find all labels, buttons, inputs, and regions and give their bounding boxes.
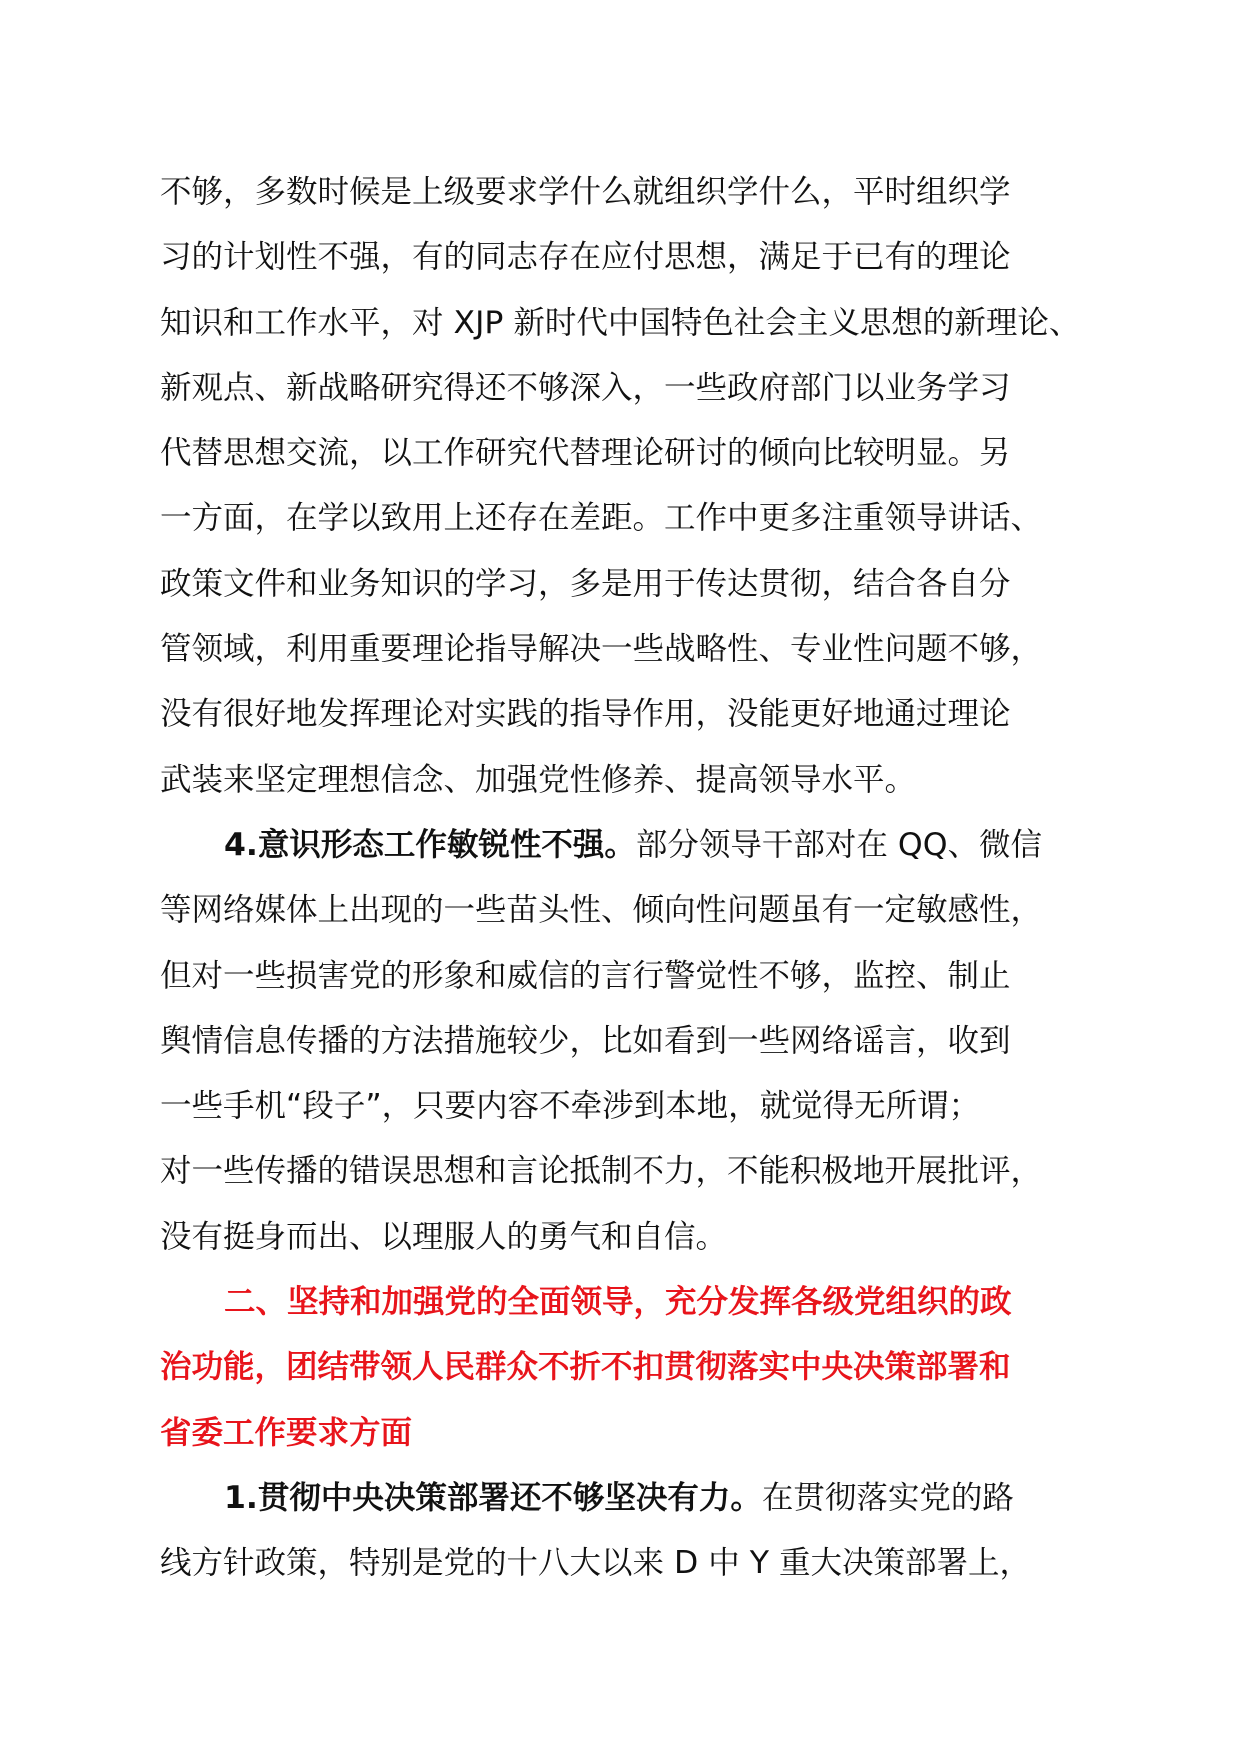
body-line: 代替思想交流，以工作研究代替理论研讨的倾向比较明显。另 xyxy=(160,435,1011,472)
point4-line: 一些手机“段子”，只要内容不牵涉到本地，就觉得无所谓； xyxy=(160,1088,981,1125)
section2-heading-line: 省委工作要求方面 xyxy=(160,1414,413,1451)
point1-line: 线方针政策，特别是党的十八大以来 D 中 Y 重大决策部署上， xyxy=(160,1545,1032,1582)
point1-first-line xyxy=(160,1466,1120,1531)
body-line: 习的计划性不强，有的同志存在应付思想，满足于已有的理论 xyxy=(160,239,1011,276)
point4-line: 对一些传播的错误思想和言论抵制不力，不能积极地开展批评， xyxy=(160,1153,1043,1190)
section2-heading-line: 二、坚持和加强党的全面领导，充分发挥各级党组织的政 xyxy=(224,1284,1012,1321)
body-line: 武装来坚定理想信念、加强党性修养、提高领导水平。 xyxy=(160,761,917,798)
document-body xyxy=(160,160,1120,1597)
body-line: 管领域，利用重要理论指导解决一些战略性、专业性问题不够， xyxy=(160,631,1043,668)
body-line: 一方面，在学以致用上还存在差距。工作中更多注重领导讲话、 xyxy=(160,500,1043,537)
body-line: 政策文件和业务知识的学习，多是用于传达贯彻，结合各自分 xyxy=(160,565,1011,602)
point1-first-line-text: 在贯彻落实党的路 xyxy=(761,1479,1014,1516)
point4-line: 舆情信息传播的方法措施较少，比如看到一些网络谣言，收到 xyxy=(160,1022,1011,1059)
point4-first-line-text: 部分领导干部对在 QQ、微信 xyxy=(635,826,1042,863)
point4-line: 没有挺身而出、以理服人的勇气和自信。 xyxy=(160,1218,728,1255)
point4-first-line xyxy=(160,813,1120,878)
point4-line: 但对一些损害党的形象和威信的言行警觉性不够，监控、制止 xyxy=(160,957,1011,994)
body-line: 没有很好地发挥理论对实践的指导作用，没能更好地通过理论 xyxy=(160,696,1011,733)
section2-heading-line: 治功能，团结带领人民群众不折不扣贯彻落实中央决策部署和 xyxy=(160,1349,1011,1386)
point1-heading: 1.贯彻中央决策部署还不够坚决有力。 xyxy=(224,1479,762,1516)
body-line: 新观点、新战略研究得还不够深入，一些政府部门以业务学习 xyxy=(160,369,1011,406)
point4-heading: 4.意识形态工作敏锐性不强。 xyxy=(224,826,636,863)
point4-line: 等网络媒体上出现的一些苗头性、倾向性问题虽有一定敏感性， xyxy=(160,892,1043,929)
body-line: 不够，多数时候是上级要求学什么就组织学什么，平时组织学 xyxy=(160,174,1011,210)
body-line: 知识和工作水平，对 XJP 新时代中国特色社会主义思想的新理论、 xyxy=(160,304,1081,341)
